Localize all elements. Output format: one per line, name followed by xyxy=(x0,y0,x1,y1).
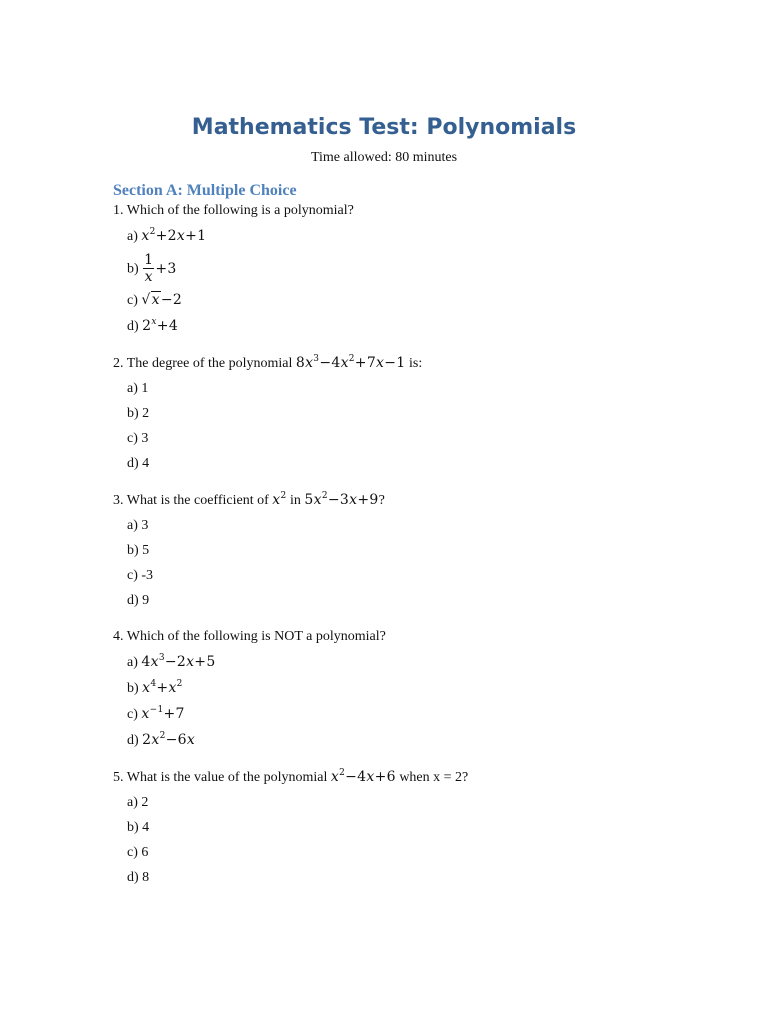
option-label: a) xyxy=(127,518,138,533)
option-label: d) xyxy=(127,733,139,748)
answer-options xyxy=(113,379,713,474)
option-label: a) xyxy=(127,229,138,244)
option-math: $x^2+2x+1$ xyxy=(141,227,207,244)
question-stem xyxy=(113,201,713,221)
option-label: c) xyxy=(127,568,138,583)
option-text: 2 xyxy=(142,406,150,421)
option-text: -3 xyxy=(141,568,154,583)
answer-option xyxy=(127,316,713,337)
answer-option xyxy=(127,541,713,561)
option-label: b) xyxy=(127,543,139,558)
document-title: Mathematics Test: Polynomials xyxy=(191,115,577,140)
option-text: 8 xyxy=(142,870,150,885)
answer-option xyxy=(127,516,713,536)
question-number: 5. xyxy=(113,770,124,785)
math-expression: $5x^2-3x+9$ xyxy=(304,491,379,508)
question-stem xyxy=(113,627,713,647)
option-label: d) xyxy=(127,870,139,885)
answer-option xyxy=(127,818,713,838)
section-a-title: Section A: Multiple Choice xyxy=(113,182,297,199)
question-4 xyxy=(113,627,713,751)
question-stem xyxy=(113,767,713,788)
answer-option xyxy=(127,793,713,813)
option-text: 4 xyxy=(142,820,150,835)
answer-options xyxy=(113,226,713,337)
option-label: a) xyxy=(127,795,138,810)
option-label: c) xyxy=(127,293,138,308)
answer-option xyxy=(127,454,713,474)
answer-option xyxy=(127,591,713,611)
option-text: 3 xyxy=(141,431,149,446)
question-1 xyxy=(113,201,713,337)
answer-option xyxy=(127,678,713,699)
option-text: 5 xyxy=(142,543,150,558)
option-label: a) xyxy=(127,381,138,396)
answer-option xyxy=(127,404,713,424)
answer-option xyxy=(127,868,713,888)
question-text: What is the value of the polynomial xyxy=(126,770,331,785)
question-text: Which of the following is NOT a polynomial? xyxy=(126,629,386,644)
answer-option xyxy=(127,379,713,399)
option-math: $x^{-1}+7$ xyxy=(141,705,185,722)
answer-options xyxy=(113,516,713,611)
question-stem xyxy=(113,490,713,511)
option-text: 9 xyxy=(142,593,150,608)
option-label: c) xyxy=(127,707,138,722)
option-label: b) xyxy=(127,681,139,696)
question-2 xyxy=(113,353,713,474)
answer-option xyxy=(127,843,713,863)
question-3 xyxy=(113,490,713,611)
answer-option xyxy=(127,226,713,247)
option-math: $2x^2-6x$ xyxy=(142,731,196,748)
answer-options xyxy=(113,652,713,751)
math-expression: $8x^3-4x^2+7x-1$ xyxy=(295,354,406,371)
question-text: What is the coefficient of xyxy=(126,493,273,508)
answer-options xyxy=(113,793,713,888)
option-math: $4x^3-2x+5$ xyxy=(141,653,216,670)
question-text: The degree of the polynomial xyxy=(126,356,296,371)
option-label: d) xyxy=(127,319,139,334)
option-math: √x−2 xyxy=(141,292,183,308)
option-math: $2^x+4$ xyxy=(142,317,179,334)
option-text: 4 xyxy=(142,456,150,471)
question-number: 3. xyxy=(113,493,124,508)
answer-option xyxy=(127,652,713,673)
question-number: 4. xyxy=(113,629,124,644)
answer-option xyxy=(127,290,713,311)
question-text: when x = 2? xyxy=(395,770,469,785)
answer-option xyxy=(127,566,713,586)
option-math: $\frac{1}{x}$ +3 xyxy=(144,252,177,285)
option-text: 6 xyxy=(141,845,149,860)
math-expression: $x^2$ xyxy=(272,491,287,508)
option-label: b) xyxy=(127,820,139,835)
question-text: Which of the following is a polynomial? xyxy=(126,203,354,218)
answer-option xyxy=(127,730,713,751)
answer-option xyxy=(127,704,713,725)
option-label: a) xyxy=(127,655,138,670)
option-label: d) xyxy=(127,456,139,471)
question-text: ? xyxy=(378,493,385,508)
option-text: 1 xyxy=(141,381,149,396)
option-text: 3 xyxy=(141,518,149,533)
answer-option xyxy=(127,429,713,449)
question-text: is: xyxy=(405,356,423,371)
option-math: $x^4+x^2$ xyxy=(142,679,183,696)
question-5 xyxy=(113,767,713,888)
option-label: d) xyxy=(127,593,139,608)
option-label: b) xyxy=(127,261,139,277)
option-label: c) xyxy=(127,845,138,860)
question-number: 1. xyxy=(113,203,124,218)
time-allowed: Time allowed: 80 minutes xyxy=(310,150,458,165)
answer-option xyxy=(127,252,713,285)
math-expression: $x^2-4x+6$ xyxy=(330,768,396,785)
option-label: c) xyxy=(127,431,138,446)
question-list xyxy=(113,201,713,904)
question-number: 2. xyxy=(113,356,124,371)
question-text: in xyxy=(286,493,305,508)
option-label: b) xyxy=(127,406,139,421)
option-text: 2 xyxy=(141,795,149,810)
question-stem xyxy=(113,353,713,374)
